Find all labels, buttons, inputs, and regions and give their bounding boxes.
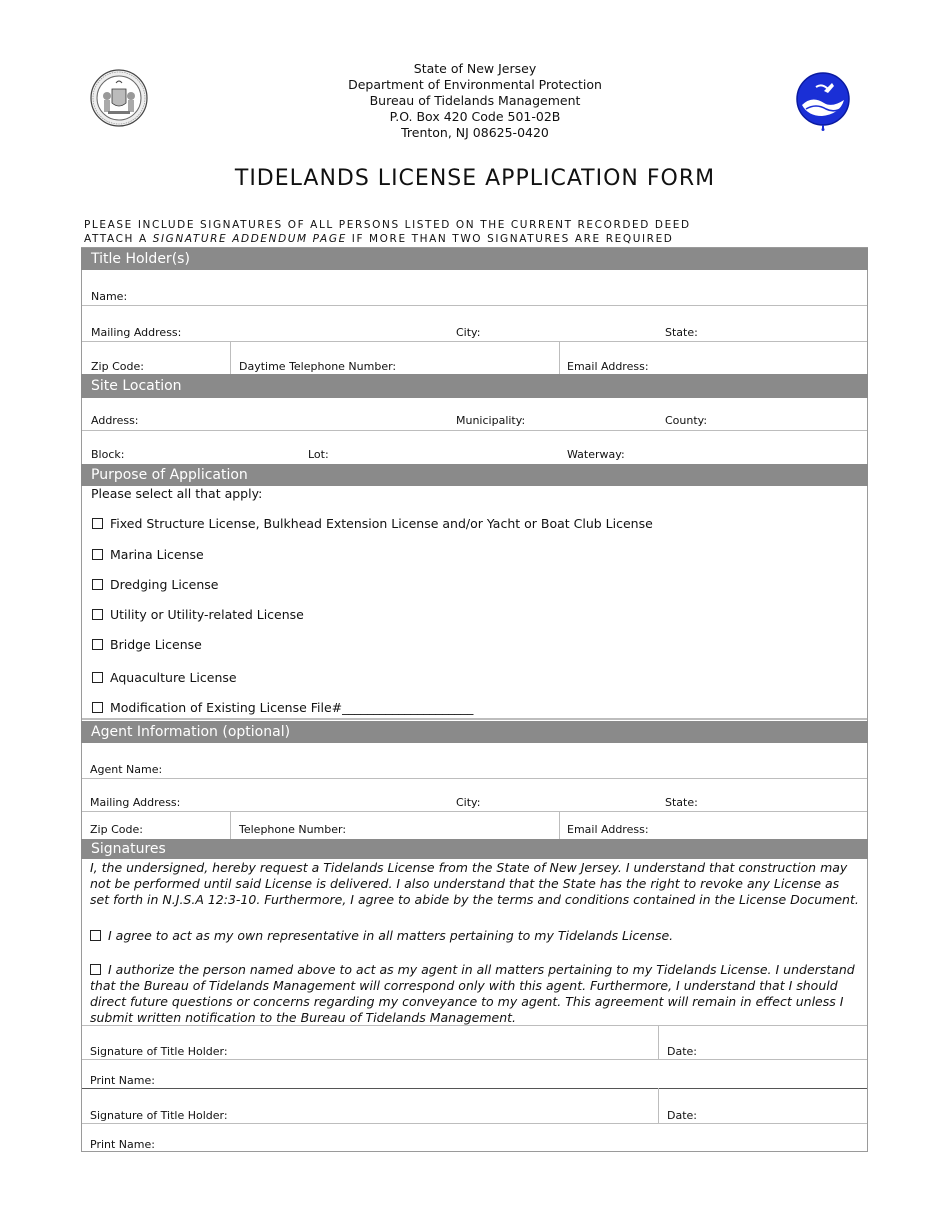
option-label: Utility or Utility-related License [110,607,304,622]
option-label: Aquaculture License [110,670,237,685]
license-request-statement: I, the undersigned, hereby request a Tidelands License from the State of New Jersey. I understand that construction may not be performed until said License is delivered. I also understand that the State has the right to revoke any License as set forth in N.J.S.A 12:3-10. Furthermore, I agree to abide by the terms and conditions contained in the License Document. [90,860,859,907]
divider [82,305,867,306]
option-label: Marina License [110,547,204,562]
divider [82,718,867,720]
instr-emphasis: SIGNATURE ADDENDUM PAGE [152,233,347,245]
checkbox[interactable] [92,639,103,650]
instr-text: IF MORE THAN TWO SIGNATURES ARE REQUIRED [346,233,674,245]
date-2-label: Date: [667,1109,697,1122]
print-name-2-label: Print Name: [90,1138,155,1151]
lot-label: Lot: [308,448,329,461]
divider [82,1025,867,1026]
divider [658,1025,659,1059]
form-title: TIDELANDS LICENSE APPLICATION FORM [234,166,716,191]
own-rep-label: I agree to act as my own representative in all matters pertaining to my Tidelands License. [108,928,674,943]
checkbox[interactable] [92,672,103,683]
municipality-label: Municipality: [456,414,526,427]
option-aquaculture[interactable] [92,670,237,685]
email-label: Email Address: [567,360,649,373]
option-modification[interactable] [92,700,473,715]
divider [658,1088,659,1123]
divider [82,430,867,431]
agent-city-label: City: [456,796,481,809]
zip-label: Zip Code: [91,360,144,373]
section-purpose: Purpose of Application [81,464,868,486]
agent-name-label: Agent Name: [90,763,163,776]
instructions-line-1: PLEASE INCLUDE SIGNATURES OF ALL PERSONS LISTED ON THE CURRENT RECORDED DEED [84,219,691,231]
authorize-label: I authorize the person named above to act as my agent in all matters pertaining to my Tidelands License. I understand that the Bureau of Tidelands Management will correspond only with this agent. Furthermore, I understand that I should direct future questions or concerns regarding my conveyance to my agent. This agreement will remain in effect unless I submit written notification to the Bureau of Tidelands Management. [90,962,855,1025]
option-dredging[interactable] [92,577,218,592]
checkbox[interactable] [90,964,101,975]
header-line: P.O. Box 420 Code 501-02B [389,109,561,124]
section-agent: Agent Information (optional) [81,721,868,743]
agent-state-label: State: [665,796,698,809]
divider [82,341,867,342]
header-line: State of New Jersey [413,61,537,76]
site-address-label: Address: [91,414,139,427]
checkbox[interactable] [90,930,101,941]
header-line: Department of Environmental Protection [348,77,602,92]
section-title-holder: Title Holder(s) [81,248,868,270]
signature-1-label: Signature of Title Holder: [90,1045,228,1058]
header-line: Trenton, NJ 08625-0420 [401,125,549,140]
checkbox[interactable] [92,609,103,620]
divider [82,778,867,779]
instr-text: ATTACH A [84,233,153,245]
county-label: County: [665,414,708,427]
option-label: Modification of Existing License File#_____________________ [110,700,474,715]
phone-label: Daytime Telephone Number: [239,360,397,373]
section-signatures: Signatures [81,839,868,859]
authorize-agent-option[interactable] [90,962,860,1026]
option-label: Fixed Structure License, Bulkhead Extension License and/or Yacht or Boat Club License [110,516,653,531]
option-label: Bridge License [110,637,202,652]
divider [82,1088,867,1089]
checkbox[interactable] [92,702,103,713]
checkbox[interactable] [92,549,103,560]
divider [559,811,560,839]
divider [82,1059,867,1060]
divider [230,341,231,374]
purpose-prompt: Please select all that apply: [91,486,263,501]
city-label: City: [456,326,481,339]
option-bridge[interactable] [92,637,202,652]
option-label: Dredging License [110,577,219,592]
waterway-label: Waterway: [567,448,625,461]
date-1-label: Date: [667,1045,697,1058]
print-name-1-label: Print Name: [90,1074,155,1087]
agent-mailing-label: Mailing Address: [90,796,181,809]
agency-header [0,61,950,141]
agent-phone-label: Telephone Number: [239,823,347,836]
agent-email-label: Email Address: [567,823,649,836]
own-representative-option[interactable] [90,928,673,943]
instructions-line-2 [84,232,691,246]
application-form [81,247,868,1152]
divider [230,811,231,839]
header-line: Bureau of Tidelands Management [369,93,581,108]
divider [82,1123,867,1124]
state-label: State: [665,326,698,339]
divider [559,341,560,374]
signature-2-label: Signature of Title Holder: [90,1109,228,1122]
option-marina[interactable] [92,547,204,562]
mailing-address-label: Mailing Address: [91,326,182,339]
checkbox[interactable] [92,579,103,590]
instructions [84,218,691,246]
name-label: Name: [91,290,128,303]
option-fixed-structure[interactable] [92,516,653,531]
section-site-location: Site Location [81,374,868,398]
agent-zip-label: Zip Code: [90,823,143,836]
checkbox[interactable] [92,518,103,529]
divider [82,811,867,812]
block-label: Block: [91,448,125,461]
option-utility[interactable] [92,607,304,622]
